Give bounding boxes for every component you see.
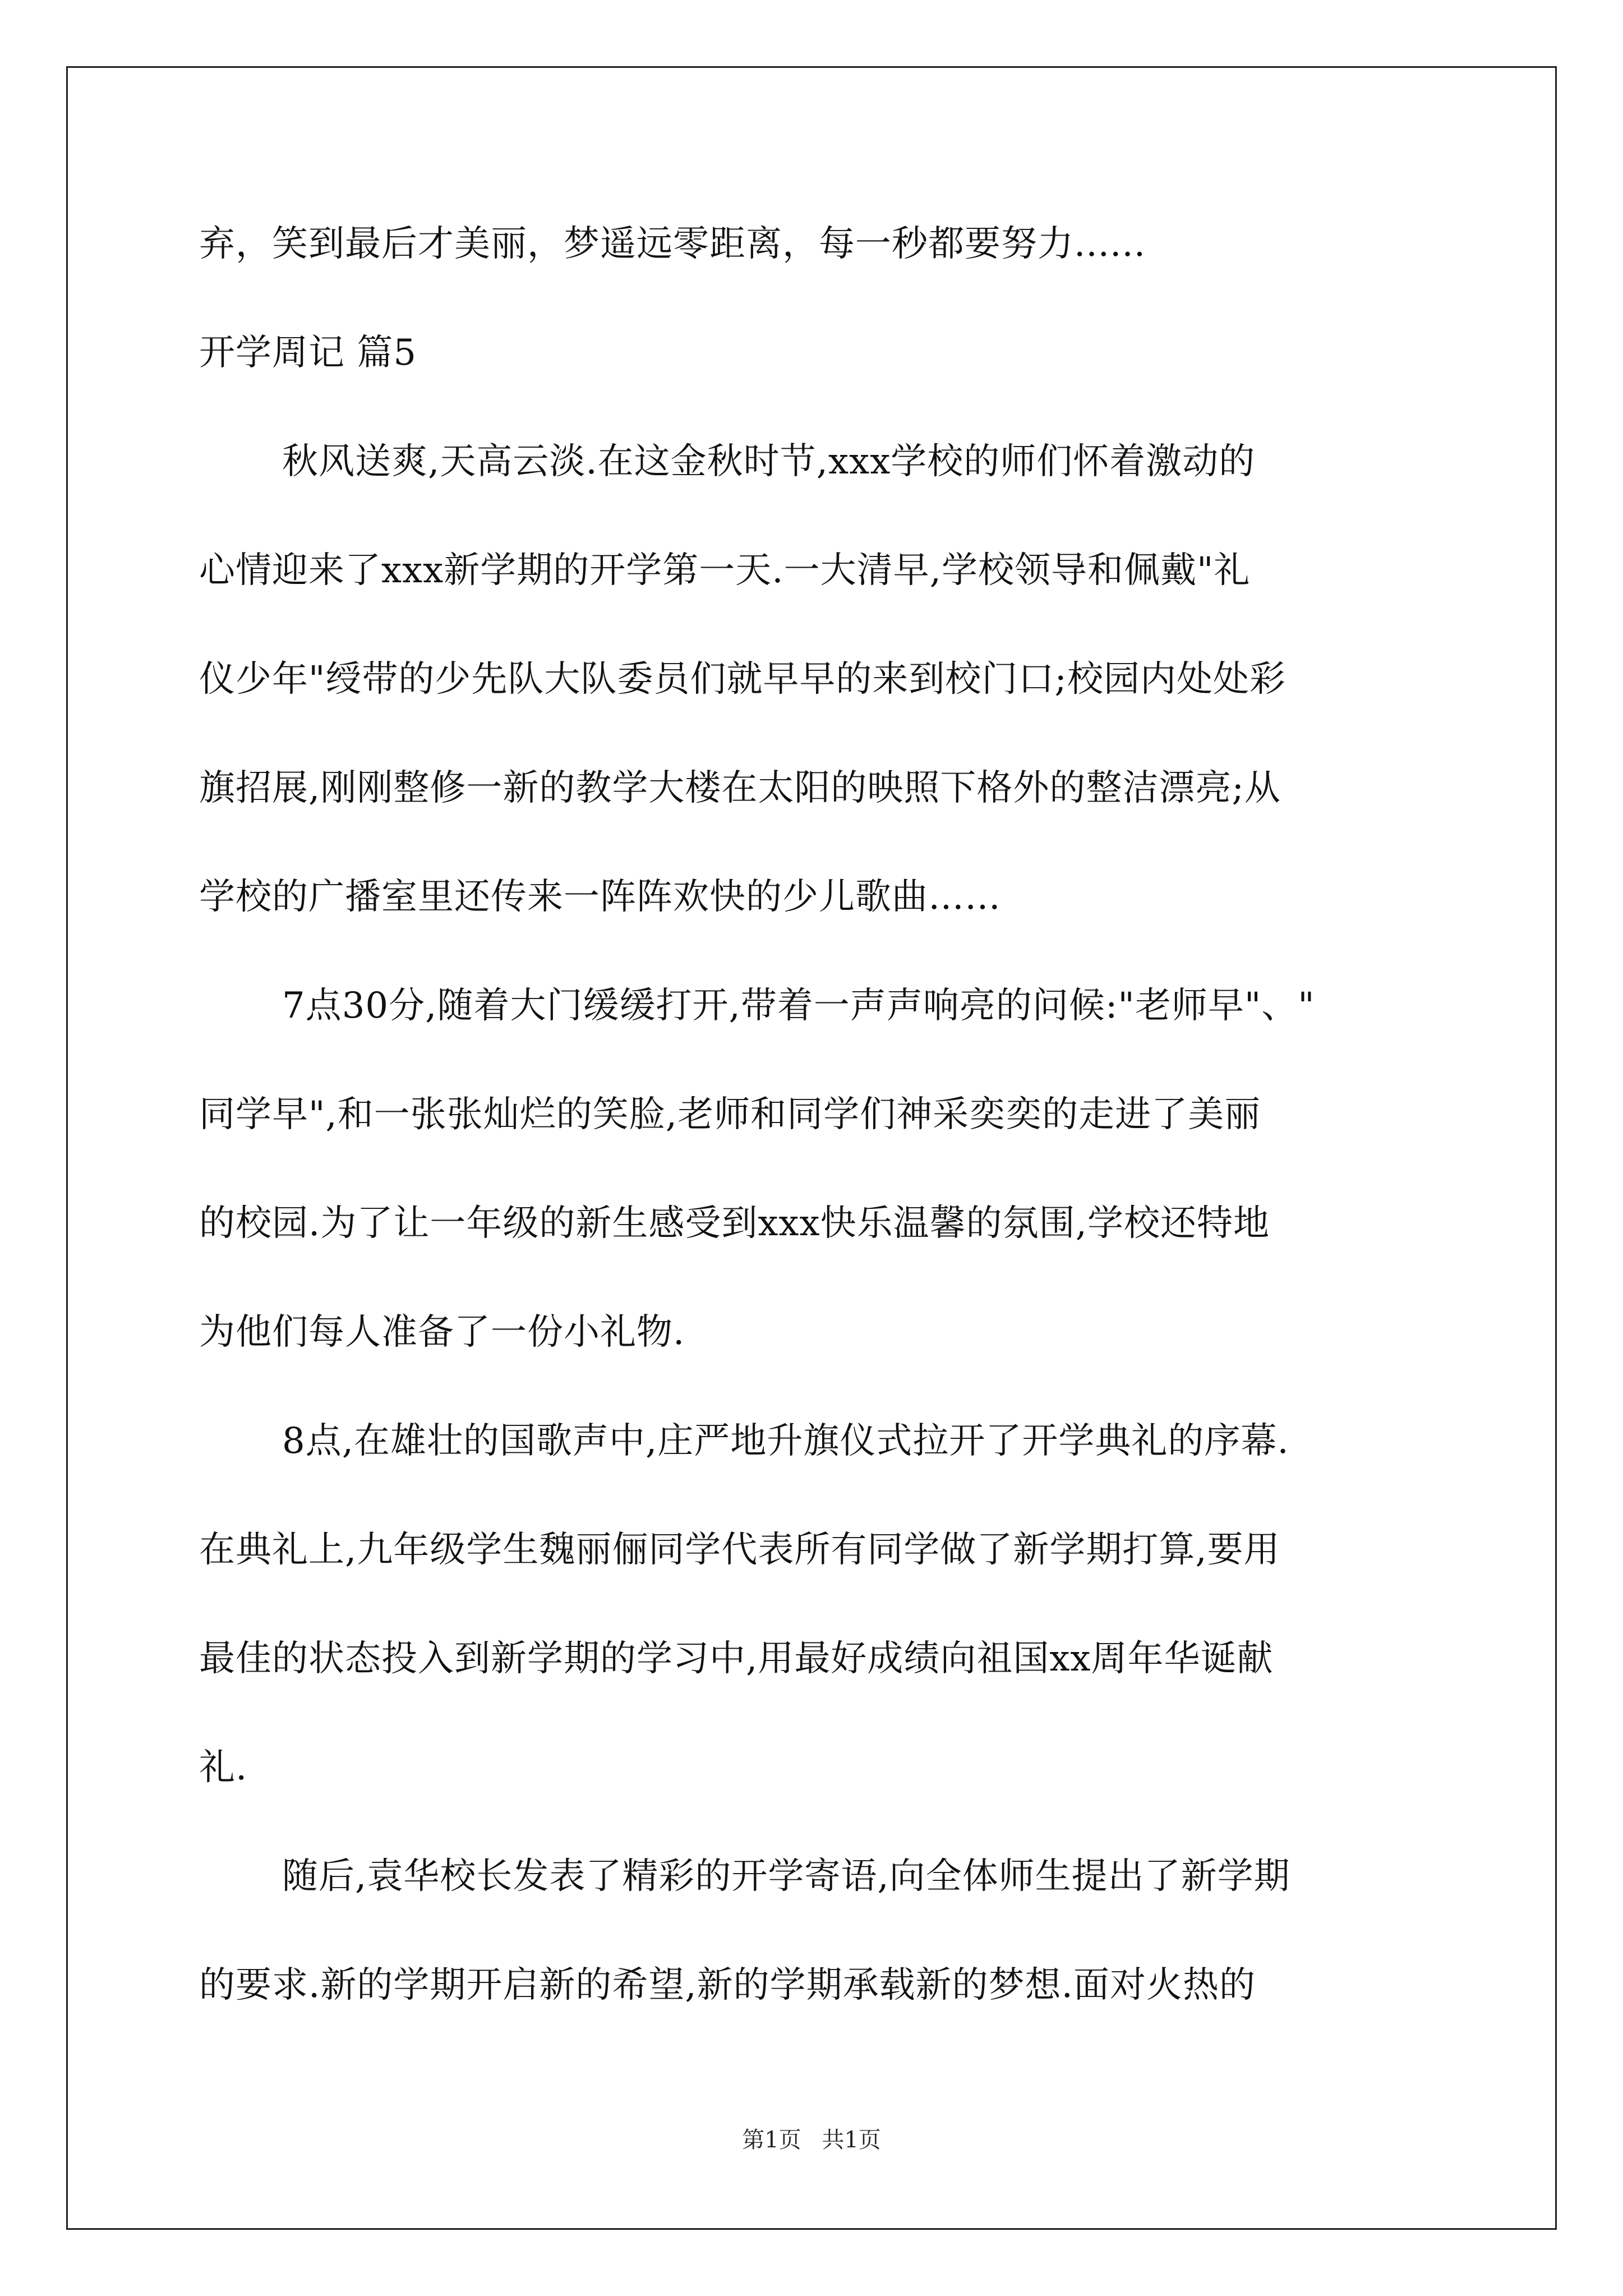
text-line-9: 同学早",和一张张灿烂的笑脸,老师和同学们神采奕奕的走进了美丽 (199, 1094, 1261, 1135)
text-line-15: 礼. (199, 1747, 248, 1788)
text-line-11: 为他们每人准备了一份小礼物. (199, 1312, 685, 1353)
text-line-1: 弃，笑到最后才美丽，梦遥远零距离，每一秒都要努力...... (199, 223, 1146, 265)
section-heading: 开学周记 篇5 (199, 332, 417, 374)
text-line-4: 心情迎来了xxx新学期的开学第一天.一大清早,学校领导和佩戴"礼 (199, 550, 1251, 591)
text-line-14: 最佳的状态投入到新学期的学习中,用最好成绩向祖国xx周年华诞献 (199, 1638, 1274, 1680)
text-line-17: 的要求.新的学期开启新的希望,新的学期承载新的梦想.面对火热的 (199, 1964, 1256, 2006)
text-line-16: 随后,袁华校长发表了精彩的开学寄语,向全体师生提出了新学期 (282, 1856, 1290, 1897)
text-line-3: 秋风送爽,天高云淡.在这金秋时节,xxx学校的师们怀着激动的 (282, 441, 1256, 482)
text-line-7: 学校的广播室里还传来一阵阵欢快的少儿歌曲…… (199, 876, 1001, 918)
text-line-10: 的校园.为了让一年级的新生感受到xxx快乐温馨的氛围,学校还特地 (199, 1203, 1270, 1244)
page-border (66, 66, 1557, 2230)
text-line-5: 仪少年"绶带的少先队大队委员们就早早的来到校门口;校园内处处彩 (199, 659, 1286, 700)
page-number-current: 第1页 (742, 2127, 801, 2153)
text-line-6: 旗招展,刚刚整修一新的教学大楼在太阳的映照下格外的整洁漂亮;从 (199, 767, 1281, 809)
text-line-12: 8点,在雄壮的国歌声中,庄严地升旗仪式拉开了开学典礼的序幕. (282, 1420, 1289, 1462)
page-number-total: 共1页 (822, 2127, 881, 2153)
text-line-13: 在典礼上,九年级学生魏丽俪同学代表所有同学做了新学期打算,要用 (199, 1529, 1280, 1571)
text-line-8: 7点30分,随着大门缓缓打开,带着一声声响亮的问候:"老师早"、" (282, 985, 1315, 1027)
page-footer (0, 2126, 1623, 2154)
